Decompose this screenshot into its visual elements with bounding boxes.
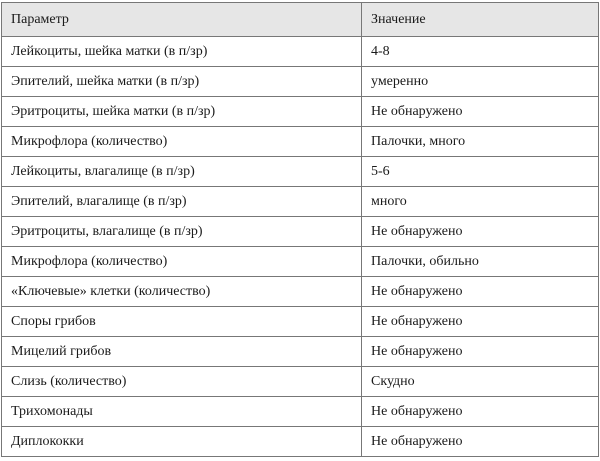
parameter-cell: Мицелий грибов: [2, 337, 362, 367]
parameter-cell: Лейкоциты, влагалище (в п/зр): [2, 157, 362, 187]
value-cell: 5-6: [362, 157, 599, 187]
value-cell: Палочки, много: [362, 127, 599, 157]
table-row: [2, 67, 599, 97]
table-row: [2, 187, 599, 217]
value-cell: 4-8: [362, 37, 599, 67]
parameter-cell: Слизь (количество): [2, 367, 362, 397]
parameter-cell: Микрофлора (количество): [2, 247, 362, 277]
value-cell: Не обнаружено: [362, 397, 599, 427]
value-cell: Не обнаружено: [362, 307, 599, 337]
parameter-cell: Эритроциты, влагалище (в п/зр): [2, 217, 362, 247]
parameter-cell: «Ключевые» клетки (количество): [2, 277, 362, 307]
parameter-cell: Эпителий, шейка матки (в п/зр): [2, 67, 362, 97]
value-cell: Палочки, обильно: [362, 247, 599, 277]
table-row: [2, 307, 599, 337]
value-cell: умеренно: [362, 67, 599, 97]
table-row: [2, 127, 599, 157]
value-cell: Не обнаружено: [362, 337, 599, 367]
table-row: [2, 217, 599, 247]
header-parameter: Параметр: [2, 3, 362, 37]
table-row: [2, 367, 599, 397]
parameter-cell: Лейкоциты, шейка матки (в п/зр): [2, 37, 362, 67]
table-row: [2, 397, 599, 427]
table-row: [2, 337, 599, 367]
parameter-cell: Споры грибов: [2, 307, 362, 337]
value-cell: Не обнаружено: [362, 97, 599, 127]
table-row: [2, 427, 599, 457]
value-cell: Не обнаружено: [362, 427, 599, 457]
parameter-cell: Микрофлора (количество): [2, 127, 362, 157]
header-row: [2, 3, 599, 37]
header-value: Значение: [362, 3, 599, 37]
table-header: [2, 3, 599, 37]
parameter-cell: Эпителий, влагалище (в п/зр): [2, 187, 362, 217]
table-row: [2, 277, 599, 307]
value-cell: Не обнаружено: [362, 277, 599, 307]
parameter-cell: Трихомонады: [2, 397, 362, 427]
table-row: [2, 157, 599, 187]
table-row: [2, 247, 599, 277]
value-cell: Не обнаружено: [362, 217, 599, 247]
table-body: [2, 37, 599, 457]
table-row: [2, 37, 599, 67]
results-table: [1, 2, 599, 457]
table-row: [2, 97, 599, 127]
parameter-cell: Эритроциты, шейка матки (в п/зр): [2, 97, 362, 127]
value-cell: Скудно: [362, 367, 599, 397]
value-cell: много: [362, 187, 599, 217]
parameter-cell: Диплококки: [2, 427, 362, 457]
